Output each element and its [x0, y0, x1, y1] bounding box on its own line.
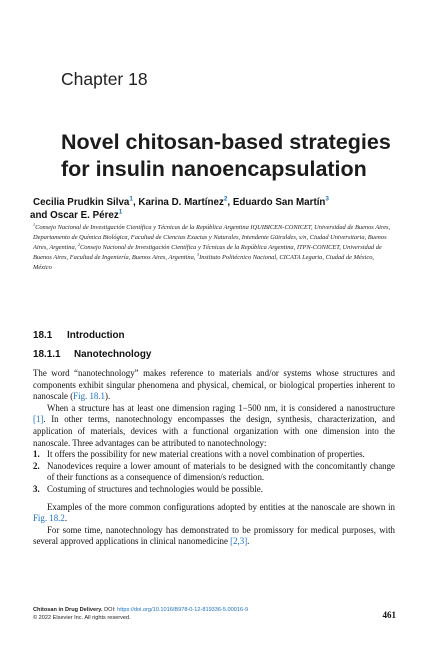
affiliations [33, 223, 393, 273]
list-text: Costuming of structures and technologies would be possible. [47, 483, 263, 494]
list-text: Nanodevices require a lower amount of materials to be designed with the concomitantly change of their functions as a consequence of dimension/s reduction. [47, 460, 395, 483]
text-run: ). [104, 391, 111, 402]
section-title: Introduction [67, 330, 125, 341]
author-list [30, 195, 393, 222]
list-item [33, 484, 395, 496]
text-run: . [247, 536, 250, 547]
body-text [33, 368, 395, 548]
book-title: Chitosan in Drug Delivery. [33, 607, 103, 613]
author-affiliation-marker[interactable]: 1 [118, 208, 123, 216]
advantages-list [33, 449, 395, 495]
author-separator: , [132, 197, 139, 208]
citation-link[interactable]: [2,3] [230, 536, 248, 547]
section-number: 18.1 [33, 330, 53, 341]
page-footer [33, 606, 395, 622]
subsection-heading [33, 349, 151, 360]
author-separator: and [30, 209, 51, 221]
list-number: 2. [33, 460, 40, 471]
author-name: Oscar E. Pérez [50, 209, 119, 221]
author-affiliation-marker[interactable]: 3 [325, 195, 329, 203]
text-run: Examples of the more common configurations adopted by entities at the nanoscale are shown in [47, 501, 395, 512]
paragraph [33, 502, 395, 525]
author-name: Eduardo San Martín [232, 197, 326, 208]
doi-link[interactable]: https://doi.org/10.1016/B978-0-12-819336-5.00016-9 [117, 607, 249, 613]
paragraph [33, 525, 395, 548]
author-name: Karina D. Martínez [138, 197, 224, 208]
citation-link[interactable]: [1] [33, 414, 44, 425]
affiliation-text: Consejo Nacional de Investigación Científica y Técnicas de la República Argentina IQUIBICEN-CONICET, Universidad de Buenos Aires, Departamento de Química Biológica, Facultad de Ciencias Exactas y Naturales, Intendente Güiraldes, s/n, Ciudad Universitaria, Buenos Aires, Argentina, [33, 224, 391, 252]
author-name: Cecilia Prudkin Silva [33, 197, 130, 208]
chapter-title: Novel chitosan-based strategies for insulin nanoencapsulation [61, 130, 391, 181]
section-heading [33, 330, 125, 341]
list-text: It offers the possibility for new material creations with a novel combination of properties. [47, 449, 365, 460]
list-number: 3. [33, 483, 40, 494]
text-run: The word “nanotechnology” makes reference to materials and/or systems whose structures and components exhibit singular phenomena and physical, chemical, or biological properties inherent to nanoscale ( [33, 368, 395, 402]
author-separator: , [227, 197, 233, 208]
paragraph [33, 403, 395, 449]
affiliation-text: Consejo Nacional de Investigación Científica y Técnicas de la República Argentina, ITPN-CONICET, Universidad de Buenos Aires, Facultad de Ingeniería, Buenos Aires, Argentina, [33, 244, 382, 262]
doi-label: DOI: [102, 607, 118, 613]
chapter-label: Chapter 18 [61, 69, 148, 89]
list-item [33, 449, 395, 461]
affiliation-number: 1 [33, 221, 36, 227]
text-run: For some time, nanotechnology has demonstrated to be promissory for medical purposes, with several approved applications in clinical nanomedicine [33, 524, 395, 547]
affiliation-number: 2 [77, 242, 80, 248]
list-number: 1. [33, 449, 40, 460]
page-number: 461 [382, 610, 396, 620]
list-item [33, 461, 395, 484]
paragraph [33, 368, 395, 403]
text-run: When a structure has at least one dimension raging 1−500 nm, it is considered a nanostructure [47, 402, 395, 413]
subsection-number: 18.1.1 [33, 349, 61, 360]
subsection-title: Nanotechnology [74, 349, 152, 360]
copyright-notice: © 2022 Elsevier Inc. All rights reserved. [33, 615, 131, 621]
figure-link[interactable]: Fig. 18.1 [73, 391, 105, 402]
figure-link[interactable]: Fig. 18.2 [33, 513, 65, 524]
affiliation-text: Instituto Politécnico Nacional, CICATA Legaria, Ciudad de México, México [33, 254, 374, 272]
affiliation-number: 3 [197, 252, 200, 258]
author-affiliation-marker[interactable]: 1 [129, 195, 133, 203]
footer-citation [33, 606, 395, 614]
author-affiliation-marker[interactable]: 2 [223, 195, 228, 203]
text-run: . In other terms, nanotechnology encompasses the design, synthesis, characterization, and application of materials, devices with a functional organization with one dimension into the nanoscale. Three advantages can be attributed to nanotechnology: [33, 414, 395, 448]
text-run: . [64, 513, 68, 524]
